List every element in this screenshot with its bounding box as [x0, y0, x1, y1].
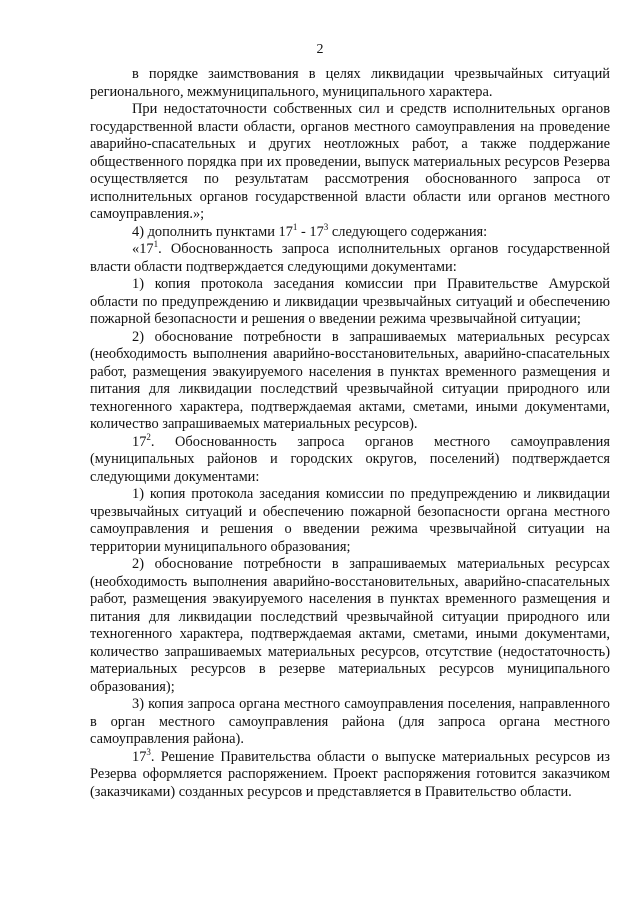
text-run: следующего содержания:	[328, 223, 488, 240]
text-run: . Решение Правительства области о выпуске материальных ресурсов из Резерва оформляется распоряжением. Проект распоряжения готовится заказчиком (заказчиками) созданных ресурсов и представляется в Правительство области.	[90, 748, 610, 800]
superscript: 3	[323, 221, 329, 232]
paragraph	[90, 746, 610, 802]
paragraph: в порядке заимствования в целях ликвидации чрезвычайных ситуаций регионального, межмуниципального, муниципального характера.	[90, 66, 610, 100]
superscript: 3	[146, 746, 151, 757]
paragraph: 1) копия протокола заседания комиссии по предупреждению и ликвидации чрезвычайных ситуаций и обеспечению пожарной безопасности органа местного самоуправления и решения о введении режима чрезвычайной ситуации на территории муниципального образования;	[90, 486, 610, 555]
page-number: 2	[316, 42, 324, 57]
text-run: 17	[132, 748, 147, 765]
superscript: 1	[153, 239, 159, 249]
text-run: 4) дополнить пунктами 17	[132, 223, 293, 240]
paragraph: 2) обоснование потребности в запрашиваемых материальных ресурсах (необходимость выполнения аварийно-восстановительных, аварийно-спасательных работ, размещения эвакуируемого населения в пунктах временного размещения и питания для ликвидации последствий чрезвычайной ситуации природного или техногенного характера, подтверждаемая актами, сметами, иными документами, количество запрашиваемых материальных ресурсов).	[90, 328, 610, 432]
paragraph	[90, 241, 610, 276]
paragraph: 1) копия протокола заседания комиссии при Правительстве Амурской области по предупреждению и ликвидации чрезвычайных ситуаций и обеспечению пожарной безопасности и решения о введении режима чрезвычайной ситуации;	[90, 276, 610, 327]
text-run: - 17	[297, 223, 324, 240]
text-run: . Обоснованность запроса исполнительных органов государственной власти области подтверждается следующими документами:	[90, 241, 610, 275]
superscript: 2	[146, 431, 151, 442]
paragraph	[90, 221, 610, 242]
paragraph: 2) обоснование потребности в запрашиваемых материальных ресурсах (необходимость выполнения аварийно-восстановительных, аварийно-спасательных работ, размещения эвакуируемого населения в пунктах временного размещения и питания для ликвидации последствий чрезвычайной ситуации природного или техногенного характера, подтверждаемая актами, сметами, иными документами, количество запрашиваемых материальных ресурсов, отсутствие (недостаточность) материальных ресурсов в резерве материальных ресурсов муниципального образования);	[90, 556, 610, 695]
paragraph: При недостаточности собственных сил и средств исполнительных органов государственной власти области, органов местного самоуправления на проведение аварийно-спасательных и других неотложных работ, а также поддержание общественного порядка при их проведении, выпуск материальных ресурсов Резерва осуществляется по результатам рассмотрения обоснованного запроса от исполнительных органов государственной власти области или органов местного самоуправления.»;	[90, 101, 610, 222]
paragraph	[90, 431, 610, 487]
text-run: «17	[132, 241, 154, 257]
paragraph: 3) копия запроса органа местного самоуправления поселения, направленного в орган местного самоуправления района (для запроса органа местного самоуправления района).	[90, 696, 610, 747]
superscript: 1	[292, 221, 298, 232]
document-body	[90, 66, 610, 801]
text-run: 17	[132, 433, 147, 450]
text-run: . Обоснованность запроса органов местного самоуправления (муниципальных районов и городских округов, поселений) подтверждается следующими документами:	[90, 433, 610, 485]
